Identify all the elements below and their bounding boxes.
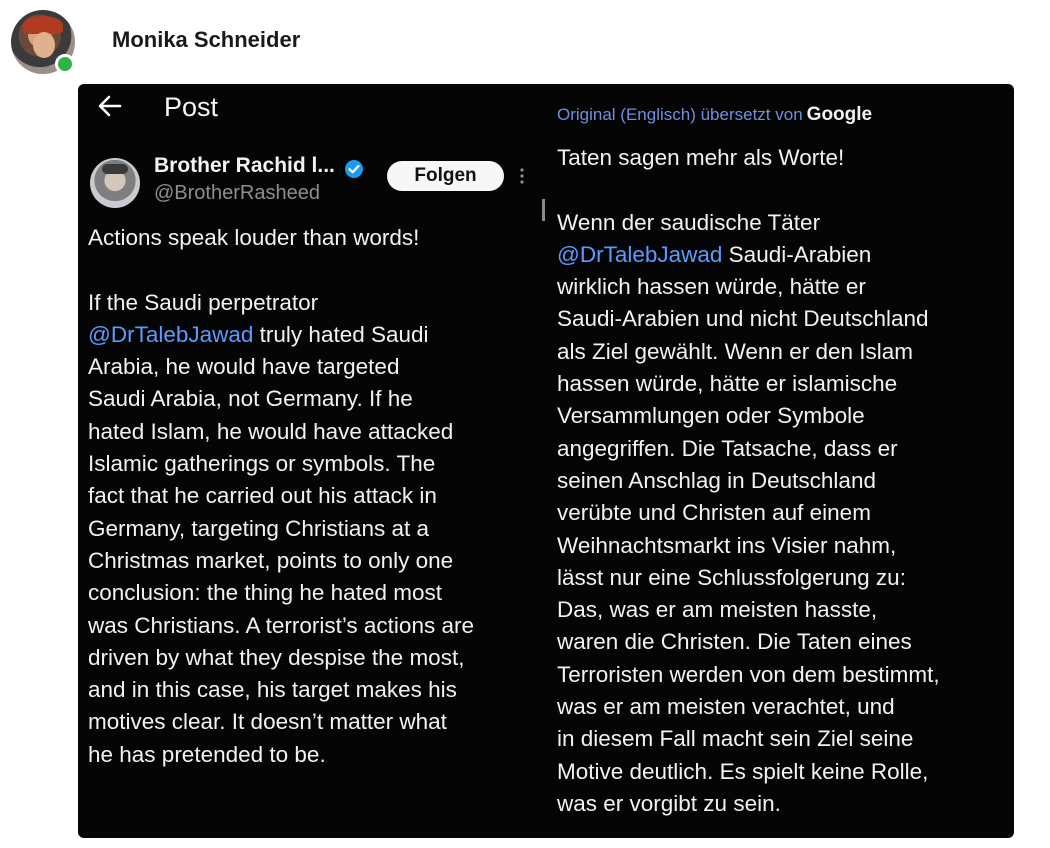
author-handle[interactable]: @BrotherRasheed — [154, 182, 320, 204]
shared-screenshot[interactable] — [78, 84, 1014, 838]
google-logo-text: Google — [806, 104, 873, 125]
sender-name[interactable]: Monika Schneider — [112, 27, 301, 52]
post-text-line-1: Actions speak louder than words! — [88, 225, 420, 250]
post-text-part-3: truly hated Saudi Arabia, he would have targeted Saudi Arabia, not Germany. If he hated Islam, he would have attacked Islamic gatherings or symbols. The fact that he carried out his attack in Germany, targeting Christians at a Christmas market, points to only one conclusion: the thing he hated most was Christians. A terrorist’s actions are driven by what they despise the most, and in this case, his target makes his motives clear. It doesn’t matter what he has pretended to be. — [88, 321, 474, 767]
more-options-icon[interactable] — [518, 166, 526, 186]
author-avatar[interactable] — [90, 158, 140, 208]
author-avatar-cap — [102, 164, 128, 174]
original-post-panel — [78, 84, 548, 838]
chat-message-header — [0, 0, 1050, 84]
translated-body-text — [557, 142, 1013, 820]
translation-part-3: Saudi-Arabien wirklich hassen würde, hätte er Saudi-Arabien und nicht Deutschland als Ziel gewählt. Wenn er den Islam hassen würde, hätte er islamische Versammlungen oder Symbole angegriffen. Die Tatsache, dass er seinen Anschlag in Deutschland verübte und Christen auf einem Weihnachtsmarkt ins Visier nahm, lässt nur eine Schlussfolgerung zu: Das, was er am meisten hasste, waren die Christen. Die Taten eines Terroristen werden von dem bestimmt, was er am meisten verachtet, und in diesem Fall macht sein Ziel seine Motive deutlich. Es spielt keine Rolle, was er vorgibt zu sein. — [557, 241, 940, 816]
translation-label[interactable] — [557, 104, 872, 126]
back-arrow-icon[interactable] — [96, 92, 124, 120]
verified-badge-icon — [344, 159, 364, 179]
translation-panel — [548, 84, 1014, 838]
translation-mention-link[interactable]: @DrTalebJawad — [557, 241, 723, 267]
translation-part-2: Wenn der saudische Täter — [557, 209, 821, 235]
post-text-part-2: If the Saudi perpetrator — [88, 289, 319, 315]
post-mention-link[interactable]: @DrTalebJawad — [88, 321, 254, 347]
text-cursor-mark — [542, 199, 545, 221]
translation-line-1: Taten sagen mehr als Worte! — [557, 145, 845, 170]
post-body-text — [88, 222, 548, 771]
follow-button[interactable]: Folgen — [387, 161, 504, 191]
online-status-icon — [55, 54, 75, 74]
author-name[interactable]: Brother Rachid l... — [154, 154, 335, 177]
avatar-face — [33, 32, 55, 58]
post-header-title: Post — [164, 92, 219, 122]
translation-label-text: Original (Englisch) übersetzt von — [557, 105, 803, 124]
